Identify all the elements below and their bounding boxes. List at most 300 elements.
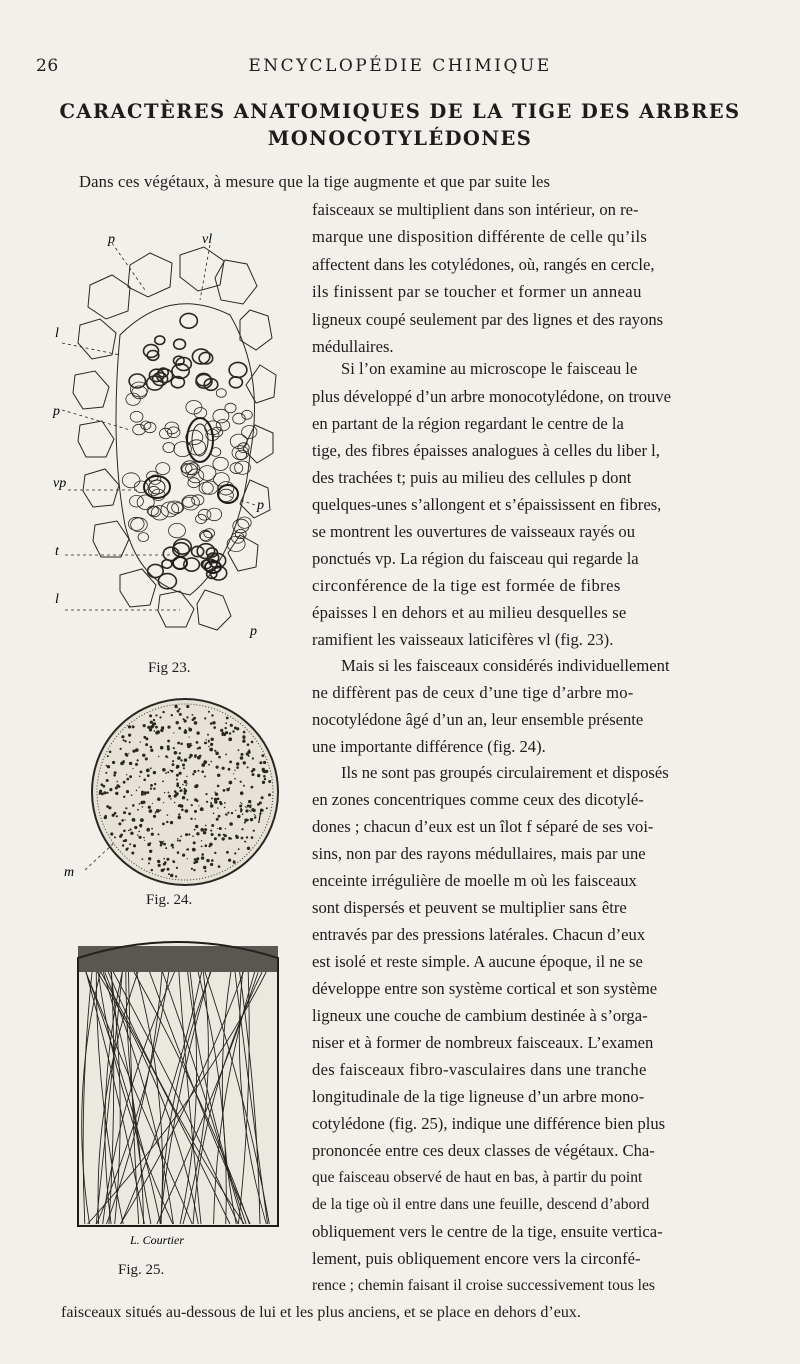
bundle-dot xyxy=(196,731,199,734)
bundle-dot xyxy=(128,830,129,831)
bundle-dot xyxy=(210,722,213,725)
running-title: ENCYCLOPÉDIE CHIMIQUE xyxy=(248,56,552,76)
bundle-dot xyxy=(180,759,182,761)
bundle-dot xyxy=(129,762,131,764)
bundle-dot xyxy=(220,729,223,732)
bundle-dot xyxy=(193,770,196,773)
cell xyxy=(122,473,140,488)
bundle-dot xyxy=(170,798,172,800)
bundle-dot xyxy=(211,714,213,716)
bundle-dot xyxy=(245,809,248,812)
bundle-dot xyxy=(158,756,159,757)
bundle-dot xyxy=(212,721,215,724)
bundle-dot xyxy=(197,756,201,760)
bundle-dot xyxy=(129,741,131,743)
bundle-dot xyxy=(192,848,196,852)
bundle-dot xyxy=(118,785,121,788)
bundle-dot xyxy=(173,732,174,733)
cell xyxy=(163,443,175,453)
cell xyxy=(182,464,198,477)
bundle-dot xyxy=(186,849,187,850)
body-line: une importante différence (fig. 24). xyxy=(312,737,546,756)
bundle-dot xyxy=(121,819,124,822)
bundle-dot xyxy=(237,815,241,819)
bundle-dot xyxy=(261,754,264,757)
bundle-dot xyxy=(159,841,161,843)
cell xyxy=(133,424,146,435)
bundle-dot xyxy=(147,774,150,777)
bundle-dot xyxy=(232,730,234,732)
bundle-dot xyxy=(211,833,214,836)
bundle-dot xyxy=(210,830,212,832)
bundle-dot xyxy=(185,833,188,836)
bundle-dot xyxy=(217,828,218,829)
bundle-dot xyxy=(168,873,170,875)
bundle-dot xyxy=(141,801,144,804)
bundle-dot xyxy=(241,828,243,830)
body-line: dones ; chacun d’eux est un îlot f séparé de ses voi- xyxy=(312,817,654,836)
body-line: épaisses l en dehors et au milieu desquelles se xyxy=(312,603,627,622)
bundle-dot xyxy=(250,818,253,821)
bundle-dot xyxy=(137,834,138,835)
bundle-dot xyxy=(145,737,148,740)
bundle-dot xyxy=(226,851,229,854)
bundle-dot xyxy=(167,726,170,729)
bundle-dot xyxy=(136,790,138,792)
bundle-dot xyxy=(192,718,195,721)
bundle-dot xyxy=(153,722,155,724)
body-line: lement, puis obliquement encore vers la circonfé- xyxy=(312,1249,641,1268)
fig23-label-p-left: p xyxy=(53,404,60,419)
cell xyxy=(207,508,222,521)
bundle-dot xyxy=(182,764,185,767)
bundle-dot xyxy=(135,763,138,766)
bundle-dot xyxy=(194,818,196,820)
bundle-dot xyxy=(179,752,181,754)
bundle-dot xyxy=(191,804,193,806)
bundle-dot xyxy=(123,811,126,814)
bundle-dot xyxy=(165,847,167,849)
bundle-dot xyxy=(206,739,207,740)
bundle-dot xyxy=(205,870,207,872)
bundle-dot xyxy=(132,818,136,822)
bundle-dot xyxy=(128,725,131,728)
bundle-dot xyxy=(211,761,213,763)
bundle-dot xyxy=(143,837,145,839)
bundle-dot xyxy=(244,841,246,843)
cell xyxy=(188,469,204,483)
bundle-dot xyxy=(139,787,140,788)
bundle-dot xyxy=(180,836,182,838)
bundle-dot xyxy=(171,714,173,716)
bundle-dot xyxy=(203,866,206,869)
bundle-dot xyxy=(104,816,107,819)
bundle-dot xyxy=(176,779,178,781)
bundle-dot xyxy=(228,737,232,741)
bundle-dot xyxy=(189,736,190,737)
bundle-dot xyxy=(177,838,179,840)
body-line: sont dispersés et peuvent se multiplier sans être xyxy=(312,898,627,917)
bundle-dot xyxy=(150,767,152,769)
bundle-dot xyxy=(127,778,130,781)
bundle-dot xyxy=(240,756,244,760)
body-line: obliquement vers le centre de la tige, ensuite vertica- xyxy=(312,1222,663,1241)
bundle-dot xyxy=(204,776,206,778)
bundle-dot xyxy=(171,844,174,847)
bundle-dot xyxy=(205,825,207,827)
bundle-dot xyxy=(137,809,139,811)
cell xyxy=(148,564,164,577)
bundle-dot xyxy=(200,828,204,832)
bundle-dot xyxy=(139,803,141,805)
bundle-dot xyxy=(129,775,132,778)
bundle-dot xyxy=(126,774,127,775)
bundle-dot xyxy=(236,762,239,765)
bundle-dot xyxy=(208,764,210,766)
bundle-dot xyxy=(251,808,254,811)
bundle-dot xyxy=(210,802,212,804)
cell xyxy=(161,502,179,517)
bundle-dot xyxy=(225,754,227,756)
bundle-dot xyxy=(217,785,220,788)
bundle-dot xyxy=(162,823,165,826)
bundle-dot xyxy=(201,856,204,859)
bundle-dot xyxy=(123,830,126,833)
bundle-dot xyxy=(141,858,143,860)
bundle-dot xyxy=(210,743,213,746)
cell xyxy=(214,473,230,486)
bundle-dot xyxy=(244,819,247,822)
bundle-dot xyxy=(211,738,214,741)
bundle-dot xyxy=(263,775,266,778)
bundle-dot xyxy=(178,727,181,730)
bundle-dot xyxy=(133,844,136,847)
bundle-dot xyxy=(170,770,172,772)
bundle-dot xyxy=(153,771,156,774)
bundle-dot xyxy=(162,711,164,713)
bundle-dot xyxy=(242,739,245,742)
bundle-dot xyxy=(129,843,131,845)
bundle-dot xyxy=(163,841,164,842)
bundle-dot xyxy=(106,779,109,782)
bundle-dot xyxy=(132,750,135,753)
bundle-dot xyxy=(248,800,251,803)
body-line: longitudinale de la tige ligneuse d’un arbre mono- xyxy=(312,1087,645,1106)
bundle-dot xyxy=(242,813,244,815)
bundle-dot xyxy=(116,815,118,817)
bundle-dot xyxy=(101,783,104,786)
bundle-dot xyxy=(209,843,213,847)
cell xyxy=(172,503,184,513)
bundle-dot xyxy=(221,733,224,736)
cell xyxy=(213,457,228,470)
bundle-dot xyxy=(185,785,187,787)
bundle-dot xyxy=(180,804,183,807)
bundle-dot xyxy=(264,778,266,780)
body-line: Si l’on examine au microscope le faisceau le xyxy=(341,359,638,378)
bundle-dot xyxy=(165,772,167,774)
bundle-dot xyxy=(157,860,160,863)
bundle-dot xyxy=(125,807,127,809)
fig23-label-p-bottom: p xyxy=(250,624,257,639)
bundle-dot xyxy=(123,840,125,842)
bundle-dot xyxy=(128,753,129,754)
body-line: cotylédone (fig. 25), indique une différence bien plus xyxy=(312,1114,666,1133)
bundle-dot xyxy=(151,833,154,836)
bundle-dot xyxy=(152,803,153,804)
body-line: des faisceaux fibro-vasculaires dans une tranche xyxy=(312,1060,647,1079)
bundle-dot xyxy=(146,769,150,773)
bundle-dot xyxy=(239,805,242,808)
bundle-dot xyxy=(259,761,262,764)
bundle-dot xyxy=(222,767,225,770)
bundle-dot xyxy=(156,809,160,813)
bundle-dot xyxy=(123,781,126,784)
body-line: ligneux coupé seulement par des lignes et des rayons xyxy=(312,310,664,329)
bundle-dot xyxy=(230,724,233,727)
bundle-dot xyxy=(211,824,214,827)
bundle-dot xyxy=(227,812,229,814)
bundle-dot xyxy=(263,761,266,764)
bundle-dot xyxy=(153,719,155,721)
bundle-dot xyxy=(265,770,268,773)
fig24-label-f: f xyxy=(258,809,262,824)
bundle-dot xyxy=(149,809,153,813)
body-line: rence ; chemin faisant il croise successivement tous les xyxy=(312,1277,655,1294)
bundle-dot xyxy=(254,816,256,818)
bundle-dot xyxy=(201,853,204,856)
bundle-dot xyxy=(125,819,126,820)
bundle-dot xyxy=(140,826,142,828)
bundle-dot xyxy=(167,771,169,773)
bundle-dot xyxy=(218,756,221,759)
bundle-dot xyxy=(186,705,189,708)
cell xyxy=(138,533,149,542)
fig24-label-m: m xyxy=(64,865,75,880)
bundle-dot xyxy=(172,860,174,862)
bundle-dot xyxy=(150,788,152,790)
bundle-dot xyxy=(179,840,181,842)
bundle-dot xyxy=(228,768,231,771)
bundle-dot xyxy=(147,843,150,846)
bundle-dot xyxy=(139,776,141,778)
bundle-dot xyxy=(201,840,202,841)
body-line: médullaires. xyxy=(312,337,394,356)
bundle-dot xyxy=(183,767,185,769)
bundle-dot xyxy=(192,773,194,775)
bundle-dot xyxy=(220,802,223,805)
bundle-dot xyxy=(157,798,160,801)
bundle-dot xyxy=(189,743,191,745)
bundle-dot xyxy=(210,804,214,808)
bundle-dot xyxy=(240,808,242,810)
bundle-dot xyxy=(150,746,153,749)
bundle-dot xyxy=(140,741,141,742)
bundle-dot xyxy=(163,802,164,803)
bundle-dot xyxy=(218,815,221,818)
bundle-dot xyxy=(194,721,198,725)
bundle-dot xyxy=(192,714,194,716)
bundle-dot xyxy=(155,714,157,716)
bundle-dot xyxy=(216,818,219,821)
cell xyxy=(216,420,229,431)
bundle-dot xyxy=(176,721,179,724)
bundle-dot xyxy=(228,859,231,862)
bundle-dot xyxy=(189,756,191,758)
body-line: ligneux une couche de cambium destinée à s’orga- xyxy=(312,1006,648,1025)
bundle-dot xyxy=(145,743,148,746)
bundle-dot xyxy=(268,780,271,783)
bundle-dot xyxy=(244,822,246,824)
bundle-dot xyxy=(153,788,155,790)
bundle-dot xyxy=(128,734,131,737)
figure-25-caption: Fig. 25. xyxy=(118,1262,165,1278)
bundle-dot xyxy=(196,799,199,802)
figure-23-caption: Fig 23. xyxy=(148,660,191,676)
body-line: marque une disposition différente de celle qu’ils xyxy=(312,227,648,246)
bundle-dot xyxy=(240,781,242,783)
bundle-dot xyxy=(176,765,180,769)
bundle-dot xyxy=(247,766,249,768)
cell xyxy=(192,495,204,505)
bundle-dot xyxy=(184,792,187,795)
figure-24-stem-section xyxy=(60,692,300,907)
bundle-dot xyxy=(208,746,209,747)
bundle-dot xyxy=(225,828,226,829)
bundle-dot xyxy=(192,835,194,837)
bundle-dot xyxy=(253,830,255,832)
bundle-dot xyxy=(162,780,164,782)
bundle-dot xyxy=(219,827,222,830)
bundle-dot xyxy=(137,759,139,761)
bundle-dot xyxy=(155,726,158,729)
bundle-dot xyxy=(184,788,186,790)
bundle-dot xyxy=(213,726,216,729)
bundle-dot xyxy=(225,727,227,729)
cell xyxy=(130,495,144,507)
bundle-dot xyxy=(159,716,161,718)
body-line: de la tige où il entre dans une feuille, descend d’abord xyxy=(312,1196,650,1213)
bundle-dot xyxy=(147,726,150,729)
body-line: entravés par des pressions latérales. Chacun d’eux xyxy=(312,925,646,944)
bundle-dot xyxy=(180,789,183,792)
bundle-dot xyxy=(162,768,166,772)
body-line: ramifient les vaisseaux laticifères vl (fig. 23). xyxy=(312,630,614,649)
cell xyxy=(151,506,168,520)
bundle-dot xyxy=(198,805,199,806)
body-line: plus développé d’un arbre monocotylédone, on trouve xyxy=(312,387,671,406)
bundle-dot xyxy=(174,751,178,755)
bundle-dot xyxy=(247,743,250,746)
bundle-dot xyxy=(215,752,219,756)
bundle-dot xyxy=(243,785,245,787)
cell xyxy=(227,536,245,551)
bundle-dot xyxy=(160,809,162,811)
bundle-dot xyxy=(248,755,250,757)
bundle-dot xyxy=(193,841,196,844)
bundle-dot xyxy=(114,836,116,838)
bundle-dot xyxy=(196,857,199,860)
bundle-dot xyxy=(203,760,207,764)
bundle-dot xyxy=(125,754,128,757)
body-line: Ils ne sont pas groupés circulairement et disposés xyxy=(341,763,669,782)
bundle-dot xyxy=(109,788,112,791)
bundle-dot xyxy=(166,821,168,823)
bundle-dot xyxy=(218,834,221,837)
bundle-dot xyxy=(247,847,250,850)
bundle-dot xyxy=(122,844,124,846)
cell xyxy=(204,529,215,538)
bundle-dot xyxy=(110,832,113,835)
bundle-dot xyxy=(225,722,227,724)
bundle-dot xyxy=(201,770,204,773)
bundle-dot xyxy=(160,844,163,847)
bundle-dot xyxy=(175,792,179,796)
bundle-dot xyxy=(268,793,271,796)
bundle-dot xyxy=(176,784,179,787)
body-line: des trachées t; puis au milieu des cellules p dont xyxy=(312,468,632,487)
bundle-dot xyxy=(187,858,188,859)
bundle-dot xyxy=(140,771,143,774)
bundle-dot xyxy=(117,781,119,783)
cell xyxy=(216,389,226,398)
bundle-dot xyxy=(198,770,200,772)
bundle-dot xyxy=(224,802,226,804)
body-line: tige, des fibres épaisses analogues à celles du liber l, xyxy=(312,441,660,460)
body-line: affectent dans les cotylédones, où, rangés en cercle, xyxy=(312,255,655,274)
bundle-dot xyxy=(114,771,117,774)
bundle-dot xyxy=(229,732,231,734)
bundle-dot xyxy=(208,740,210,742)
bundle-dot xyxy=(173,747,175,749)
bundle-dot xyxy=(158,864,161,867)
bundle-dot xyxy=(143,724,146,727)
bundle-dot xyxy=(191,868,193,870)
body-line: se montrent les ouvertures de vaisseaux rayés ou xyxy=(312,522,636,541)
page-number: 26 xyxy=(36,56,59,76)
bundle-dot xyxy=(163,858,165,860)
figure-24-drawing xyxy=(60,692,300,907)
bundle-dot xyxy=(167,868,170,871)
bundle-dot xyxy=(106,792,108,794)
bundle-dot xyxy=(105,772,107,774)
bundle-dot xyxy=(174,802,175,803)
bundle-dot xyxy=(183,718,185,720)
bundle-dot xyxy=(252,757,254,759)
bundle-dot xyxy=(223,789,226,792)
bundle-dot xyxy=(149,850,152,853)
bundle-dot xyxy=(177,851,180,854)
bundle-dot xyxy=(233,861,236,864)
bundle-dot xyxy=(155,731,159,735)
body-line: Mais si les faisceaux considérés individuellement xyxy=(341,656,670,675)
bundle-dot xyxy=(149,714,152,717)
cell xyxy=(130,411,143,422)
figure-25-drawing xyxy=(70,928,285,1258)
bundle-dot xyxy=(188,833,190,835)
bundle-dot xyxy=(217,807,218,808)
fig23-label-vp: vp xyxy=(53,476,67,491)
bundle-dot xyxy=(113,774,116,777)
bundle-dot xyxy=(165,755,168,758)
figure-23-bundle-section xyxy=(50,225,300,655)
cell xyxy=(180,313,197,328)
bundle-dot xyxy=(121,735,124,738)
bundle-dot xyxy=(178,805,180,807)
bundle-dot xyxy=(127,847,129,849)
bundle-dot xyxy=(206,859,209,862)
bundle-dot xyxy=(178,816,182,820)
